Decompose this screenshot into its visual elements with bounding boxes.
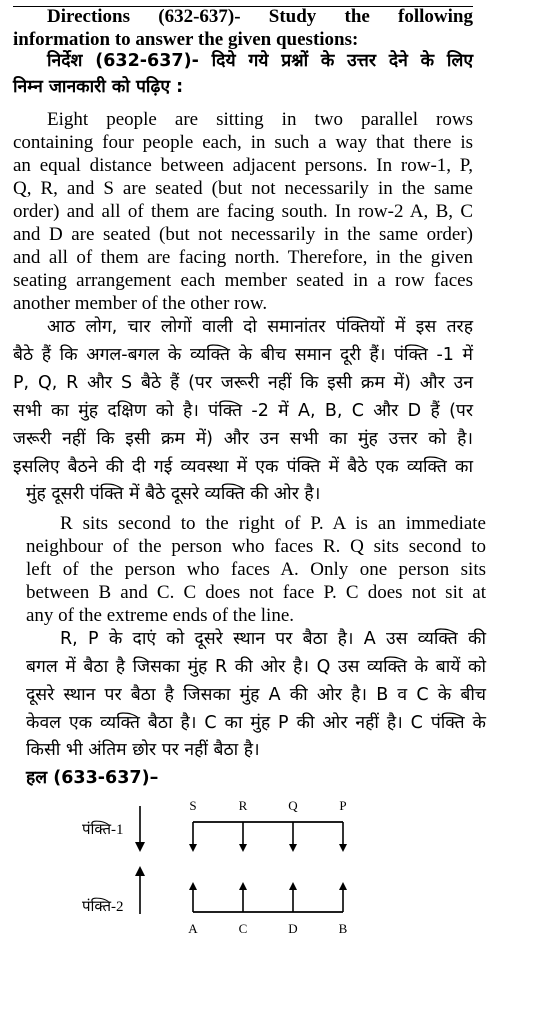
solution-heading: हल (633-637)– — [26, 768, 159, 788]
row1-person-label: P — [339, 798, 347, 813]
row1-seat-4 — [339, 798, 347, 852]
clues-hi-line: बगल में बैठा है जिसका मुंह R की ओर है। Q उस व्यक्ति के बायें को — [26, 657, 486, 677]
para-hi-line: P, Q, R और S बैठे हैं (पर जरूरी नहीं कि इसी क्रम में) और उन — [13, 373, 473, 393]
clues-hi-line: दूसरे स्थान पर बैठा है जिसका मुंह A की ओर है। B व C के बीच — [26, 685, 486, 705]
para-en-line: and D are seated (but not necessarily in the same order) — [13, 224, 473, 245]
seating-diagram — [0, 780, 536, 1030]
row1-label: पंक्ति-1 — [82, 822, 124, 838]
row2-person-label: D — [288, 921, 298, 936]
clues-hi-line: किसी भी अंतिम छोर पर नहीं बैठा है। — [26, 740, 260, 760]
para-en-line: another member of the other row. — [13, 293, 268, 314]
clues-en-line: left of the person who faces A. Only one person sits — [26, 559, 486, 580]
clues-hi-line: केवल एक व्यक्ति बैठा है। C का मुंह P की ओर नहीं है। C पंक्ति के — [26, 713, 486, 733]
row2-seat-1 — [188, 882, 198, 936]
para-hi-line: सभी का मुंह दक्षिण को है। पंक्ति -2 में A, B, C और D हैं (पर — [13, 401, 473, 421]
directions-hi-line2: निम्न जानकारी को पढ़िए : — [13, 77, 184, 97]
para-hi-line: इसलिए बैठने की दी गई व्यवस्था में एक पंक्ति में बैठे एक व्यक्ति का — [13, 457, 473, 477]
row2-person-label: C — [238, 921, 248, 936]
row1-person-label: Q — [288, 798, 298, 813]
row2-person-label: A — [188, 921, 198, 936]
row1-seat-1 — [189, 798, 197, 852]
clues-en-line: R sits second to the right of P. A is an immediate — [60, 513, 486, 534]
clues-en-line: any of the extreme ends of the line. — [26, 605, 295, 626]
para-en-line: Eight people are sitting in two parallel rows — [47, 109, 473, 130]
para-en-line: an equal distance between adjacent persons. In row-1, P, — [13, 155, 473, 176]
row1-direction-arrow-head — [135, 842, 145, 852]
clues-en-line: neighbour of the person who faces R. Q sits second to — [26, 536, 486, 557]
para-hi-line: बैठे हैं कि अगल-बगल के व्यक्ति के बीच समान दूरी हैं। पंक्ति -1 में — [13, 345, 473, 365]
row1-seat-3 — [288, 798, 298, 852]
directions-en-line2: information to answer the given questions: — [13, 29, 359, 50]
directions-hi-line1: निर्देश (632-637)- दिये गये प्रश्नों के उत्तर देने के लिए — [47, 51, 473, 71]
para-en-line: seating arrangement each member seated in a row faces — [13, 270, 473, 291]
row1-seat-2 — [239, 798, 248, 852]
para-hi-line: जरूरी नहीं कि इसी क्रम में) और उन सभी का मुंह उत्तर को है। — [13, 429, 473, 449]
row2-seat-2 — [239, 882, 248, 936]
para-en-line: containing four people each, in such a way that there is — [13, 132, 473, 153]
para-hi-line: मुंह दूसरी पंक्ति में बैठे दूसरे व्यक्ति की ओर है। — [26, 484, 321, 504]
row2-seat-4 — [339, 882, 348, 936]
directions-en-line1: Directions (632-637)- Study the following — [47, 6, 473, 27]
para-en-line: and all of them are facing north. Therefore, in the given — [13, 247, 473, 268]
row1-person-label: S — [189, 798, 197, 813]
row2-seat-3 — [288, 882, 297, 936]
clues-en-line: between B and C. C does not face P. C does not sit at — [26, 582, 486, 603]
para-en-line: order) and all of them are facing south. In row-2 A, B, C — [13, 201, 473, 222]
row1-person-label: R — [238, 798, 248, 813]
clues-hi-line: R, P के दाएं को दूसरे स्थान पर बैठा है। A उस व्यक्ति की — [60, 629, 486, 649]
row2-person-label: B — [338, 921, 348, 936]
para-hi-line: आठ लोग, चार लोगों वाली दो समानांतर पंक्तियों में इस तरह — [47, 317, 473, 337]
para-en-line: Q, R, and S are seated (but not necessarily in the same — [13, 178, 473, 199]
row2-label: पंक्ति-2 — [82, 899, 124, 915]
